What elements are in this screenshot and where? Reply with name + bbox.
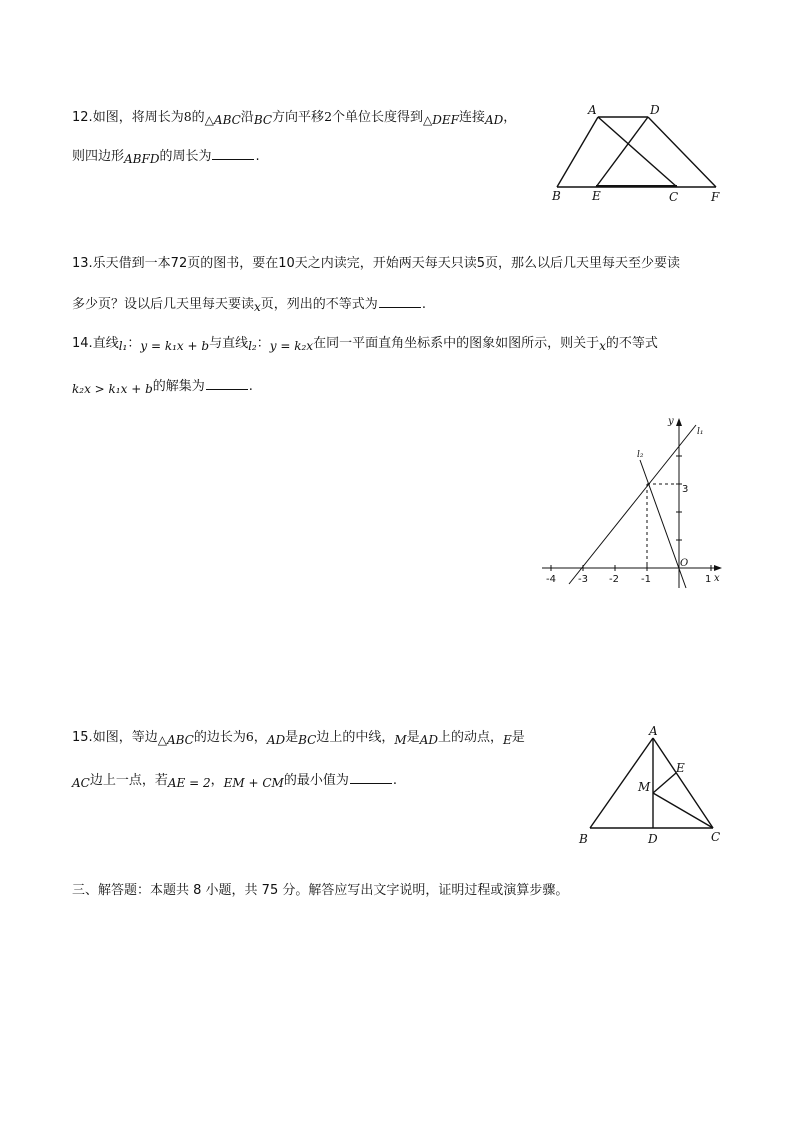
q14-line2: k₂x > k₁x + b的解集为 . [72, 379, 253, 396]
section-heading: 三、解答题：本题共 8 小题，共 75 分。解答应写出文字说明，证明过程或演算步骤。 [72, 883, 569, 898]
q12-line1: 12.如图，将周长为8的△ABC沿BC方向平移2个单位长度得到△DEF连接AD， [72, 109, 517, 127]
y-tick-3: 3 [682, 484, 689, 495]
label-B: B [579, 832, 588, 846]
label-F: F [711, 190, 720, 204]
x-tick-1: 1 [705, 574, 712, 585]
q15-line2: AC边上一点，若AE = 2，EM + CM的最小值为 . [72, 773, 397, 790]
label-C: C [669, 190, 679, 204]
label-A: A [588, 103, 597, 117]
q15-line1: 15.如图，等边△ABC的边长为6，AD是BC边上的中线，M是AD上的动点，E是 [72, 729, 525, 747]
origin-label: O [680, 558, 689, 569]
label-A: A [649, 724, 658, 738]
x-tick-neg2: -2 [609, 574, 619, 585]
q12-line2: 则四边形ABFD的周长为 . [72, 149, 260, 166]
axis-x-label: x [714, 573, 720, 584]
label-M: M [638, 780, 651, 794]
segment-MC [653, 793, 713, 828]
label-D: D [648, 832, 658, 846]
x-tick-neg3: -3 [578, 574, 588, 585]
axis-y-label: y [668, 416, 674, 427]
l2-label: l₂ [637, 450, 644, 460]
x-tick-neg1: -1 [641, 574, 651, 585]
label-B: B [552, 189, 561, 203]
label-E: E [676, 761, 685, 775]
q14-line1: 14.直线l₁：y = k₁x + b与直线l₂：y = k₂x在同一平面直角坐标系中的图象如图所示，则关于x的不等式 [72, 336, 658, 353]
label-E: E [592, 189, 601, 203]
q13-line1: 13.乐天借到一本72页的图书，要在10天之内读完，开始两天每天只读5页，那么以后几天里每天至少要读 [72, 256, 681, 271]
x-tick-neg4: -4 [546, 574, 556, 585]
l1-label: l₁ [697, 427, 704, 437]
label-C: C [711, 830, 721, 844]
segment-AC [653, 738, 713, 828]
segment-ME [653, 773, 676, 793]
q13-line2: 多少页？设以后几天里每天要读x页，列出的不等式为 . [72, 297, 426, 314]
label-D: D [650, 103, 660, 117]
